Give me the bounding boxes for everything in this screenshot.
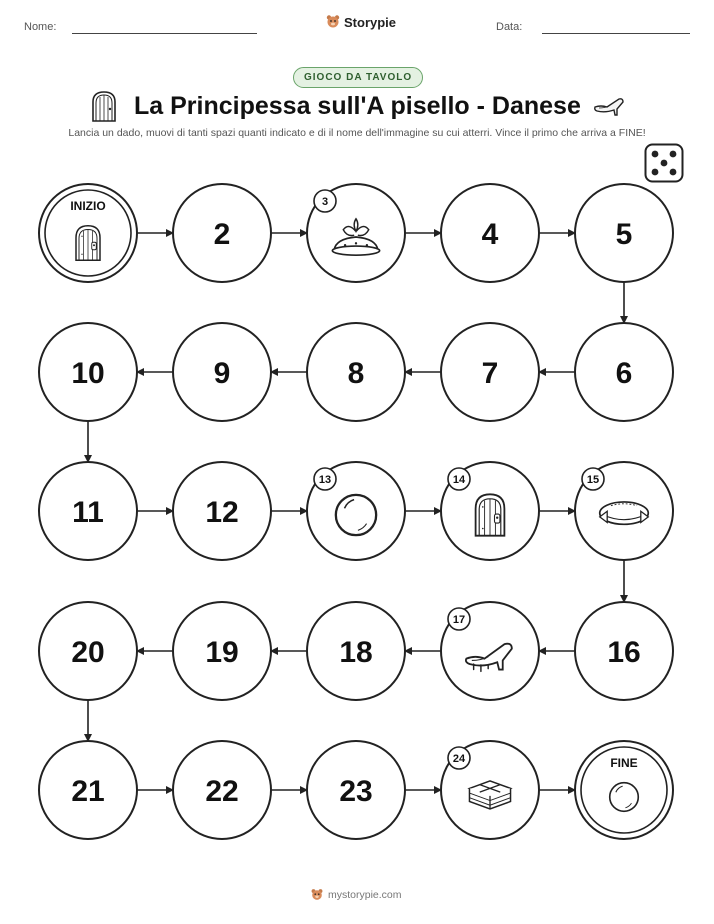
board-space-20	[39, 602, 137, 700]
board-space-16	[575, 602, 673, 700]
space-number: 14	[452, 474, 466, 486]
board-space-finish	[575, 741, 673, 839]
board-space-15	[575, 462, 673, 560]
board-space-10	[39, 323, 137, 421]
space-number: 8	[347, 357, 365, 390]
space-number: 6	[615, 357, 633, 390]
space-number: 22	[205, 775, 239, 808]
date-label: Data:	[496, 21, 523, 33]
space-number: 23	[339, 775, 373, 808]
brand-name: Storypie	[344, 14, 397, 30]
board-space-4	[441, 184, 539, 282]
footer-site[interactable]: mystorypie.com	[328, 889, 402, 901]
space-number: 13	[318, 474, 332, 486]
board-space-start	[39, 184, 137, 282]
board-space-21	[39, 741, 137, 839]
space-number: 24	[452, 753, 466, 765]
storypie-bear-icon	[310, 888, 324, 902]
page-title: La Principessa sull'A pisello - Danese	[134, 92, 581, 120]
board-space-8	[307, 323, 405, 421]
space-number: 21	[71, 775, 105, 808]
category-tag: GIOCO DA TAVOLO	[293, 67, 423, 88]
space-number: 10	[71, 357, 105, 390]
board-space-3	[307, 184, 405, 282]
footer	[310, 888, 402, 902]
board-space-24	[441, 741, 539, 839]
board-space-18	[307, 602, 405, 700]
board-space-13	[307, 462, 405, 560]
space-number: 20	[71, 636, 105, 669]
pea-icon	[336, 495, 376, 535]
space-number: 2	[213, 218, 231, 251]
space-number: 12	[205, 496, 239, 529]
space-number: 16	[607, 636, 641, 669]
space-number: 19	[205, 636, 239, 669]
board-space-5	[575, 184, 673, 282]
board-space-9	[173, 323, 271, 421]
space-number: 15	[586, 474, 600, 486]
finish-label: FINE	[610, 756, 638, 770]
space-number: 9	[213, 357, 231, 390]
board-space-22	[173, 741, 271, 839]
board-space-11	[39, 462, 137, 560]
board-space-14	[441, 462, 539, 560]
space-number: 18	[339, 636, 373, 669]
start-label: INIZIO	[70, 199, 106, 213]
space-number: 5	[615, 218, 633, 251]
bed-icon	[600, 502, 649, 524]
board-space-6	[575, 323, 673, 421]
space-number: 17	[452, 614, 466, 626]
space-number: 3	[321, 196, 329, 208]
board-space-17	[441, 602, 539, 700]
board-space-2	[173, 184, 271, 282]
board-space-23	[307, 741, 405, 839]
pea-icon	[610, 783, 639, 812]
name-label: Nome:	[24, 21, 57, 33]
board-space-12	[173, 462, 271, 560]
board-space-19	[173, 602, 271, 700]
instructions: Lancia un dado, muovi di tanti spazi quanti indicato e di il nome dell'immagine su cui atterri. Vince il primo che arriva a FINE!	[68, 127, 646, 139]
board-space-7	[441, 323, 539, 421]
space-number: 4	[481, 218, 499, 251]
space-number: 7	[481, 357, 499, 390]
space-number: 11	[72, 496, 104, 529]
